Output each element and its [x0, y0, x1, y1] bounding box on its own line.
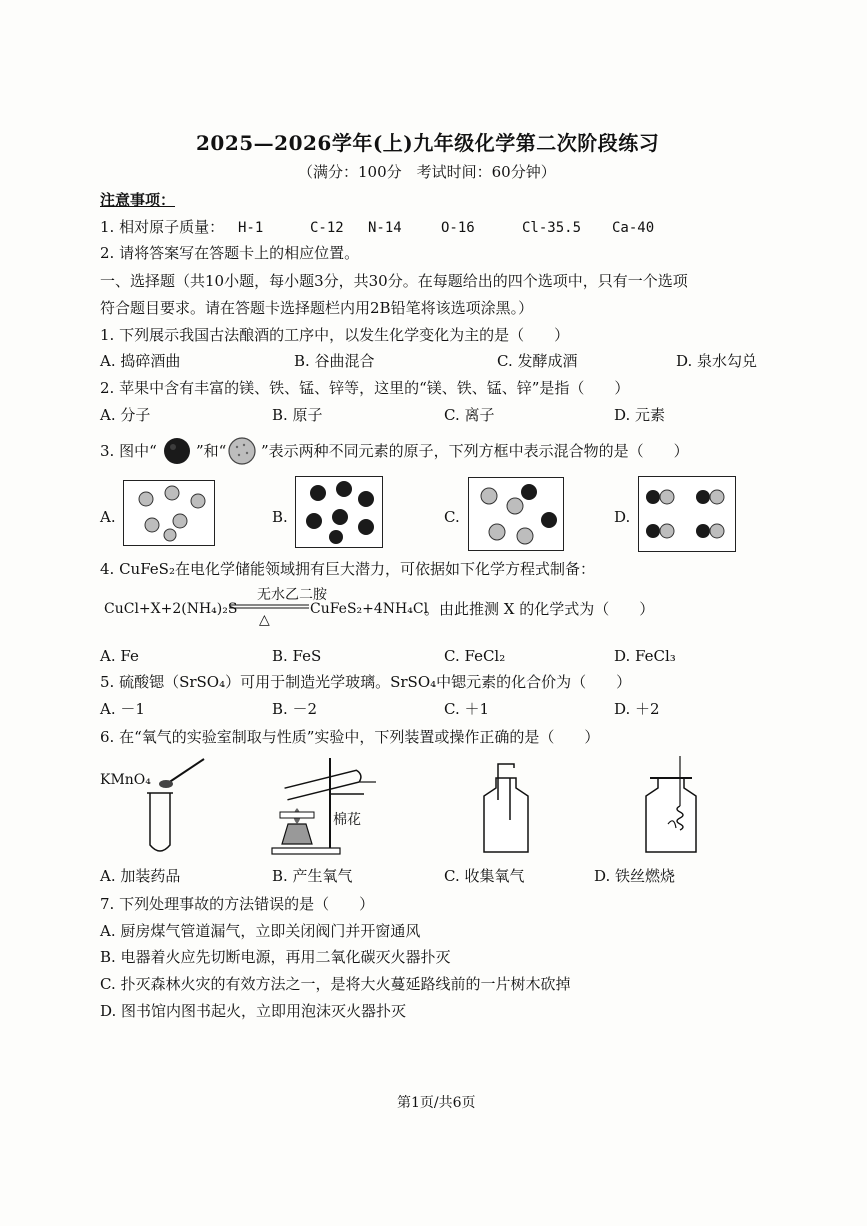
q4-eq-left: CuCl+X+2(NH₄)₂S	[104, 601, 238, 617]
q6-option-c: C. 收集氧气	[444, 867, 525, 885]
q4-eq-tail: 。由此推测 X 的化学式为（ ）	[424, 600, 655, 618]
q7-stem: 7. 下列处理事故的方法错误的是（ ）	[100, 895, 375, 913]
notes-item1-label: 1. 相对原子质量：	[100, 218, 225, 236]
q4-option-c: C. FeCl₂	[444, 647, 506, 665]
q6-option-b: B. 产生氧气	[272, 867, 353, 885]
q3-box-d	[638, 476, 736, 552]
q4-eq-condition: 无水乙二胺	[257, 587, 327, 603]
q2-option-b: B. 原子	[272, 406, 323, 424]
q4-eq-right: CuFeS₂+4NH₄Cl	[310, 601, 429, 617]
q3-stem-end: ”表示两种不同元素的原子，下列方框中表示混合物的是（ ）	[261, 442, 689, 460]
iron-wire-bottle-icon	[640, 756, 702, 856]
q7-option-b: B. 电器着火应先切断电源，再用二氧化碳灭火器扑灭	[100, 948, 451, 966]
gas-collecting-bottle-icon	[476, 760, 536, 856]
mass-ca: Ca-40	[612, 220, 655, 236]
q4-eq-heat: △	[259, 612, 270, 628]
dark-atom-icon	[161, 436, 193, 466]
q2-option-c: C. 离子	[444, 406, 495, 424]
q5-option-b: B. －2	[272, 700, 318, 718]
q1-option-a: A. 捣碎酒曲	[100, 352, 181, 370]
q3-option-d-label: D.	[614, 508, 631, 526]
q1-option-b: B. 谷曲混合	[294, 352, 375, 370]
q6-option-a: A. 加装药品	[100, 867, 181, 885]
mass-n: N-14	[368, 220, 402, 236]
q1-option-c: C. 发酵成酒	[497, 352, 578, 370]
notes-item2: 2. 请将答案写在答题卡上的相应位置。	[100, 244, 360, 262]
section1-line2: 符合题目要求。请在答题卡选择题栏内用2B铅笔将该选项涂黑。）	[100, 299, 534, 317]
page-number: 第1页/共6页	[397, 1095, 476, 1111]
q4-option-a: A. Fe	[100, 647, 139, 665]
q3-option-b-label: B.	[272, 508, 288, 526]
q7-option-a: A. 厨房煤气管道漏气，立即关闭阀门并开窗通风	[100, 922, 421, 940]
kmno4-label: KMnO₄	[100, 772, 151, 788]
mass-h: H-1	[238, 220, 264, 236]
q3-box-a	[123, 480, 215, 546]
q4-option-b: B. FeS	[272, 647, 322, 665]
q5-option-c: C. ＋1	[444, 700, 490, 718]
mass-c: C-12	[310, 220, 344, 236]
q5-stem: 5. 硫酸锶（SrSO₄）可用于制造光学玻璃。SrSO₄中锶元素的化合价为（ ）	[100, 673, 632, 691]
q4-stem: 4. CuFeS₂在电化学储能领域拥有巨大潜力，可依据如下化学方程式制备：	[100, 560, 595, 578]
q3-box-c	[468, 477, 564, 551]
q6-option-d: D. 铁丝燃烧	[594, 867, 676, 885]
q1-stem: 1. 下列展示我国古法酿酒的工序中，以发生化学变化为主的是（ ）	[100, 326, 570, 344]
notes-heading: 注意事项：	[100, 191, 176, 209]
q3-stem-start: 3. 图中“	[100, 442, 157, 460]
page-subtitle: （满分：100分 考试时间：60分钟）	[298, 163, 556, 181]
q3-option-a-label: A.	[100, 508, 116, 526]
test-tube-spatula-icon	[140, 755, 220, 855]
section1-line1: 一、选择题（共10小题，每小题3分，共30分。在每题给出的四个选项中，只有一个选项	[100, 272, 688, 290]
q2-stem: 2. 苹果中含有丰富的镁、铁、锰、锌等，这里的“镁、铁、锰、锌”是指（ ）	[100, 379, 630, 397]
q3-box-b	[295, 476, 383, 548]
q2-option-a: A. 分子	[100, 406, 151, 424]
q3-stem-mid: ”和“	[196, 442, 227, 460]
cotton-label: 棉花	[333, 812, 361, 828]
q7-option-d: D. 图书馆内图书起火，立即用泡沫灭火器扑灭	[100, 1002, 407, 1020]
heating-apparatus-icon	[268, 752, 378, 860]
light-atom-icon	[226, 436, 258, 466]
q5-option-a: A. －1	[100, 700, 145, 718]
q4-option-d: D. FeCl₃	[614, 647, 676, 665]
page-title: 2025—2026学年(上)九年级化学第二次阶段练习	[196, 131, 660, 155]
mass-cl: Cl-35.5	[522, 220, 582, 236]
q5-option-d: D. ＋2	[614, 700, 660, 718]
q1-option-d: D. 泉水勾兑	[676, 352, 758, 370]
q6-stem: 6. 在“氧气的实验室制取与性质”实验中，下列装置或操作正确的是（ ）	[100, 728, 600, 746]
q3-option-c-label: C.	[444, 508, 460, 526]
mass-o: O-16	[441, 220, 475, 236]
q7-option-c: C. 扑灭森林火灾的有效方法之一，是将大火蔓延路线前的一片树木砍掉	[100, 975, 571, 993]
q2-option-d: D. 元素	[614, 406, 666, 424]
